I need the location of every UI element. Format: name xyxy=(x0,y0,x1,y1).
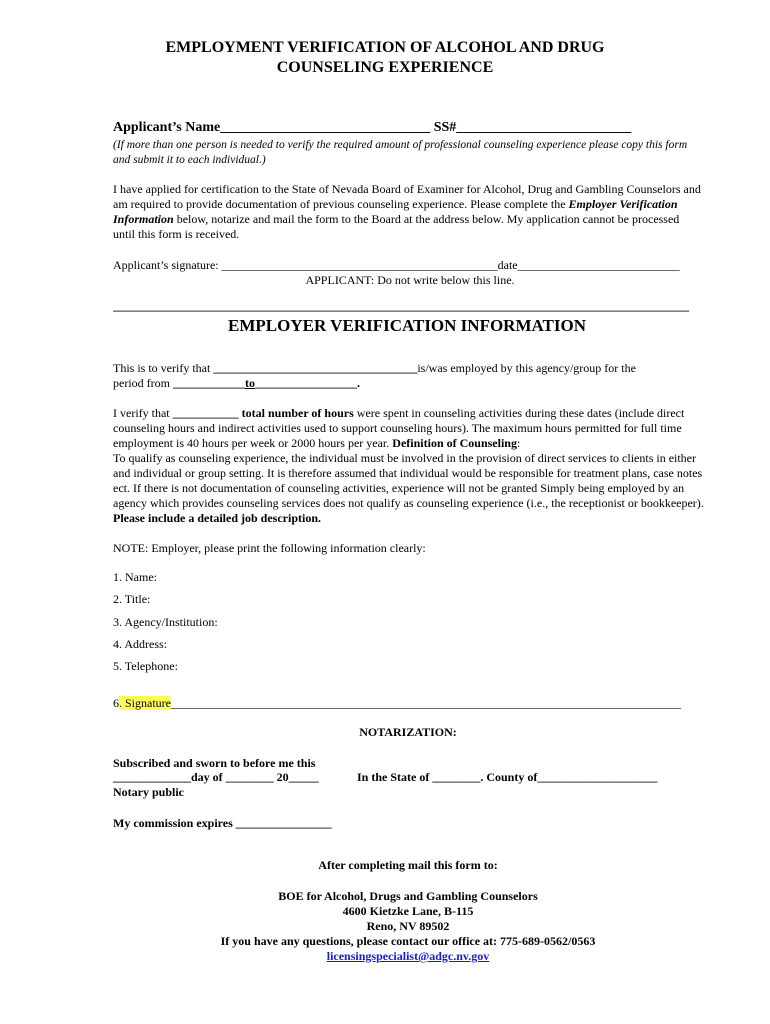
ss-field[interactable]: _________________________ xyxy=(456,120,632,135)
field-title[interactable]: 2. Title: xyxy=(113,592,151,606)
applicant-name-label: Applicant’s Name__ xyxy=(113,120,235,135)
notary-public-label: Notary public xyxy=(113,785,185,799)
applicant-para-2: below, notarize and mail the form to the Board at the address below. My application cannot be processed until this form is received. xyxy=(113,212,680,241)
mailing-org: BOE for Alcohol, Drugs and Gambling Counselors xyxy=(278,889,538,903)
ss-label: SS# xyxy=(430,120,457,135)
employer-heading: EMPLOYER VERIFICATION INFORMATION xyxy=(228,316,586,335)
mailing-block xyxy=(0,858,770,964)
field-name[interactable]: 1. Name: xyxy=(113,570,157,584)
mailing-street: 4600 Kietzke Lane, B-115 xyxy=(342,904,474,918)
field-telephone[interactable]: 5. Telephone: xyxy=(113,659,178,673)
notarization-heading: NOTARIZATION: xyxy=(359,725,457,739)
verify-paragraph xyxy=(113,361,703,391)
day-field[interactable]: _____________day of ________ 20_____ xyxy=(113,770,319,784)
mailing-intro: After completing mail this form to: xyxy=(318,858,498,872)
signature-number: 6 xyxy=(113,696,119,710)
period-to-field[interactable]: _________________ xyxy=(254,376,357,390)
applicant-name-row xyxy=(113,120,703,136)
hours-field[interactable]: ___________ xyxy=(172,406,239,420)
title-line-1: EMPLOYMENT VERIFICATION OF ALCOHOL AND DRUG xyxy=(165,39,605,56)
period-to-label: to xyxy=(244,376,255,390)
subscribed-text: Subscribed and sworn to before me this xyxy=(113,756,316,770)
field-agency[interactable]: 3. Agency/Institution: xyxy=(113,615,218,629)
commission-field[interactable]: My commission expires ________________ xyxy=(113,816,332,830)
definition-label: Definition of Counseling xyxy=(389,436,517,450)
applicant-para-bold: Employer Verification Information xyxy=(113,197,678,226)
definition-colon: : xyxy=(516,436,521,450)
contact-email-link[interactable]: licensingspecialist@adgc.nv.gov xyxy=(326,949,490,963)
employee-name-field[interactable]: __________________________________ xyxy=(213,361,418,375)
verify-text-2: is/was employed by this agency/group for the xyxy=(417,361,636,375)
period-end: . xyxy=(356,376,360,390)
field-address[interactable]: 4. Address: xyxy=(113,637,167,651)
signature-label: . Signature xyxy=(119,696,171,710)
title-line-2: COUNSELING EXPERIENCE xyxy=(276,59,494,76)
applicant-signature-line[interactable]: Applicant’s signature: ______________________________________________date___________________________ xyxy=(113,258,680,272)
definition-bold: Please include a detailed job description. xyxy=(113,511,321,525)
hours-bold: total number of hours xyxy=(238,406,354,420)
definition-text: To qualify as counseling experience, the individual must be involved in the provision of direct services to clients in either and individual or group setting. It is therefore assumed that individual would be responsible for treatment plans, case notes ect. If there is not documentation of counseling activities, experience will not be granted Simply being employed by an agency which provides counseling services does not qualify as counseling experience (i.e., the receptionist or bookkeeper). xyxy=(113,451,704,510)
do-not-write-note: APPLICANT: Do not write below this line. xyxy=(305,273,515,287)
verify-text-1: This is to verify that xyxy=(113,361,214,375)
mailing-questions: If you have any questions, please contact our office at: 775-689-0562/0563 xyxy=(220,934,596,948)
employer-note: NOTE: Employer, please print the following information clearly: xyxy=(113,541,426,555)
applicant-paragraph xyxy=(113,182,703,242)
mailing-city: Reno, NV 89502 xyxy=(366,919,450,933)
signature-row[interactable] xyxy=(113,696,693,711)
applicant-name-field[interactable]: ____________________________ xyxy=(234,120,431,135)
hours-paragraph xyxy=(113,406,705,526)
period-from-field[interactable]: ____________ xyxy=(172,376,245,390)
hours-text-2: were spent in counseling activities during these dates (include direct counseling hours and indirect activities used to support counseling hours). The maximum hours permitted for full time employment is 40 hours per week or 2000 hours per year. xyxy=(113,406,685,450)
hours-text-1: I verify that xyxy=(113,406,173,420)
applicant-para-1: I have applied for certification to the State of Nevada Board of Examiner for Alcohol, Drug and Gambling Counselors and am required to provide documentation of previous counseling experience. Please complete the xyxy=(113,182,701,211)
form-title xyxy=(0,38,770,78)
section-divider: ________________________________________________________________________________________________ xyxy=(113,299,689,313)
state-county-field[interactable]: In the State of ________. County of____________________ xyxy=(357,770,658,784)
period-from-label: period from xyxy=(113,376,173,390)
copy-note: (If more than one person is needed to verify the required amount of professional counseling experience please copy this form and submit it to each individual.) xyxy=(113,139,688,166)
signature-line[interactable]: _____________________________________________________________________________________ xyxy=(171,696,681,710)
